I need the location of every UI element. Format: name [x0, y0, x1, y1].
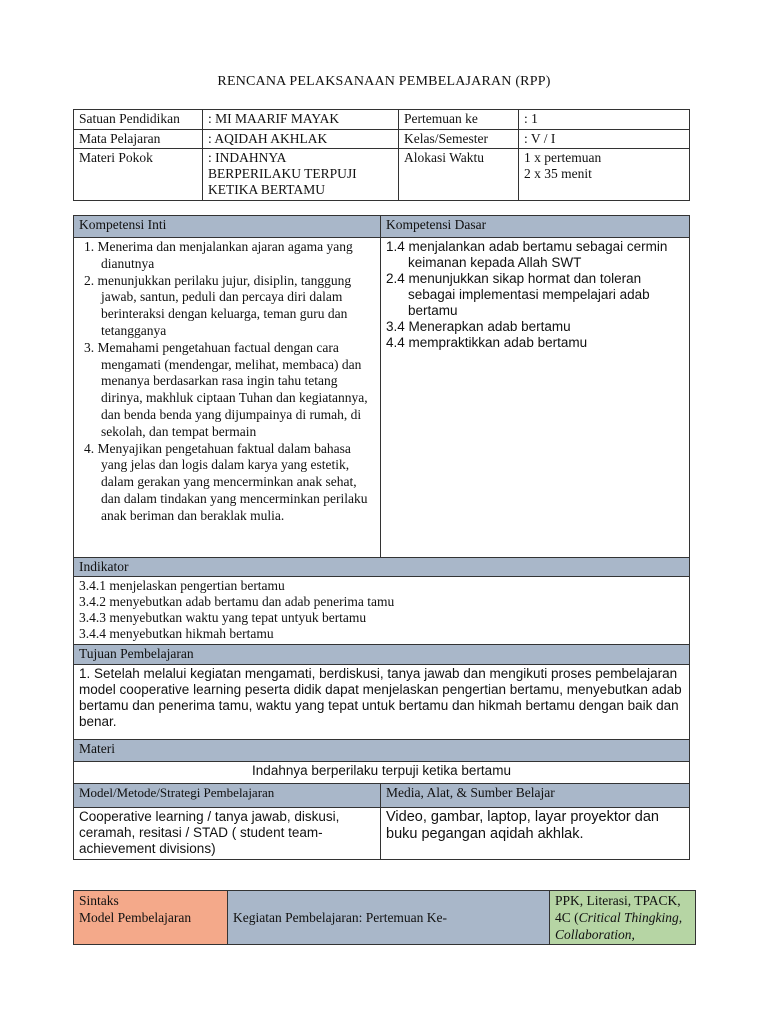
kelas-value: : V / I [519, 130, 690, 149]
kd-item: 1.4 menjalankan adab bertamu sebagai cermin keimanan kepada Allah SWT [386, 239, 668, 270]
kd-header: Kompetensi Dasar [381, 216, 690, 238]
ki-item: 3. Memahami pengetahuan factual dengan cara mengamati (mendengar, melihat, membaca) dan menanya berdasarkan rasa ingin tahu tetang dirinya, makhluk ciptaan Tuhan dan kegiatannya, dan benda benda yang dijumpainya di rumah, di sekolah, dan tempat bermain [84, 339, 368, 439]
identity-table [73, 109, 690, 201]
mapel-label: Mata Pelajaran [74, 130, 203, 149]
document-title: RENCANA PELAKSANAAN PEMBELAJARAN (RPP) [217, 74, 551, 89]
indikator-item: 3.4.3 menyebutkan waktu yang tepat untyuk bertamu [79, 610, 367, 625]
ki-list [74, 238, 381, 558]
ki-header: Kompetensi Inti [74, 216, 381, 238]
ppk-italic: Critical Thingking, [578, 910, 683, 925]
ppk-line: PPK, Literasi, TPACK, [555, 893, 681, 908]
ppk-line: Collaboration, [555, 927, 635, 942]
ppk-prefix: 4C ( [555, 910, 579, 925]
indikator-item: 3.4.2 menyebutkan adab bertamu dan adab penerima tamu [79, 594, 395, 609]
ki-item: 4. Menyajikan pengetahuan faktual dalam bahasa yang jelas dan logis dalam karya yang estetik, dalam gerakan yang mencerminkan anak sehat, dan dalam tindakan yang mencerminkan perilaku anak beriman dan beraklak mulia. [84, 440, 368, 523]
satuan-label: Satuan Pendidikan [74, 110, 203, 130]
competency-table [73, 215, 690, 860]
indikator-item: 3.4.4 menyebutkan hikmah bertamu [79, 626, 274, 641]
tujuan-text: 1. Setelah melalui kegiatan mengamati, berdiskusi, tanya jawab dan mengikuti proses pembelajaran model cooperative learning peserta didik dapat menjelaskan pengertian bertamu, menyebutkan adab bertamu dan penerima tamu, waktu yang tepat untuk bertamu dan hikmah bertamu dengan baik dan benar. [74, 665, 690, 740]
materi-text: Indahnya berperilaku terpuji ketika bertamu [74, 762, 690, 784]
sintaks-model-cell [74, 891, 228, 945]
ki-item: 1. Menerima dan menjalankan ajaran agama yang dianutnya [84, 239, 353, 271]
indikator-item: 3.4.1 menjelaskan pengertian bertamu [79, 578, 285, 593]
kd-item: 2.4 menunjukkan sikap hormat dan toleran sebagai implementasi mempelajari adab bertamu [386, 271, 650, 318]
alokasi-value [519, 149, 690, 201]
indikator-list [74, 577, 690, 645]
model-pembelajaran-label: Model Pembelajaran [79, 910, 192, 925]
ki-item: 2. menunjukkan perilaku jujur, disiplin, tanggung jawab, santun, peduli dan percaya diri dalam berinteraksi dengan keluarga, teman guru dan tetangganya [84, 272, 352, 338]
model-text: Cooperative learning / tanya jawab, diskusi, ceramah, resitasi / STAD ( student team-achievement divisions) [74, 808, 381, 860]
media-text: Video, gambar, laptop, layar proyektor dan buku pegangan aqidah akhlak. [381, 808, 690, 860]
satuan-value: : MI MAARIF MAYAK [203, 110, 399, 130]
sintaks-table [73, 890, 696, 945]
kd-list [381, 238, 690, 558]
tujuan-header: Tujuan Pembelajaran [74, 645, 690, 665]
sintaks-label: Sintaks [79, 893, 119, 908]
indikator-header: Indikator [74, 558, 690, 577]
kelas-label: Kelas/Semester [399, 130, 519, 149]
materi-header: Materi [74, 740, 690, 762]
alokasi-value-line: 2 x 35 menit [524, 166, 592, 181]
ppk-line [555, 909, 690, 926]
materi-value-line: KETIKA BERTAMU [208, 182, 325, 197]
kd-item: 3.4 Menerapkan adab bertamu [386, 319, 571, 334]
pertemuan-value: : 1 [519, 110, 690, 130]
materi-label: Materi Pokok [74, 149, 203, 201]
pertemuan-label: Pertemuan ke [399, 110, 519, 130]
kd-item: 4.4 mempraktikkan adab bertamu [386, 335, 588, 350]
alokasi-label: Alokasi Waktu [399, 149, 519, 201]
ppk-cell [550, 891, 696, 945]
materi-value-line: BERPERILAKU TERPUJI [208, 166, 357, 181]
kegiatan-label: Kegiatan Pembelajaran: Pertemuan Ke- [233, 910, 448, 925]
alokasi-value-line: 1 x pertemuan [524, 150, 602, 165]
mapel-value: : AQIDAH AKHLAK [203, 130, 399, 149]
model-header: Model/Metode/Strategi Pembelajaran [74, 784, 381, 808]
media-header: Media, Alat, & Sumber Belajar [381, 784, 690, 808]
materi-value [203, 149, 399, 201]
kegiatan-cell [228, 891, 550, 945]
materi-value-line: : INDAHNYA [208, 150, 287, 165]
